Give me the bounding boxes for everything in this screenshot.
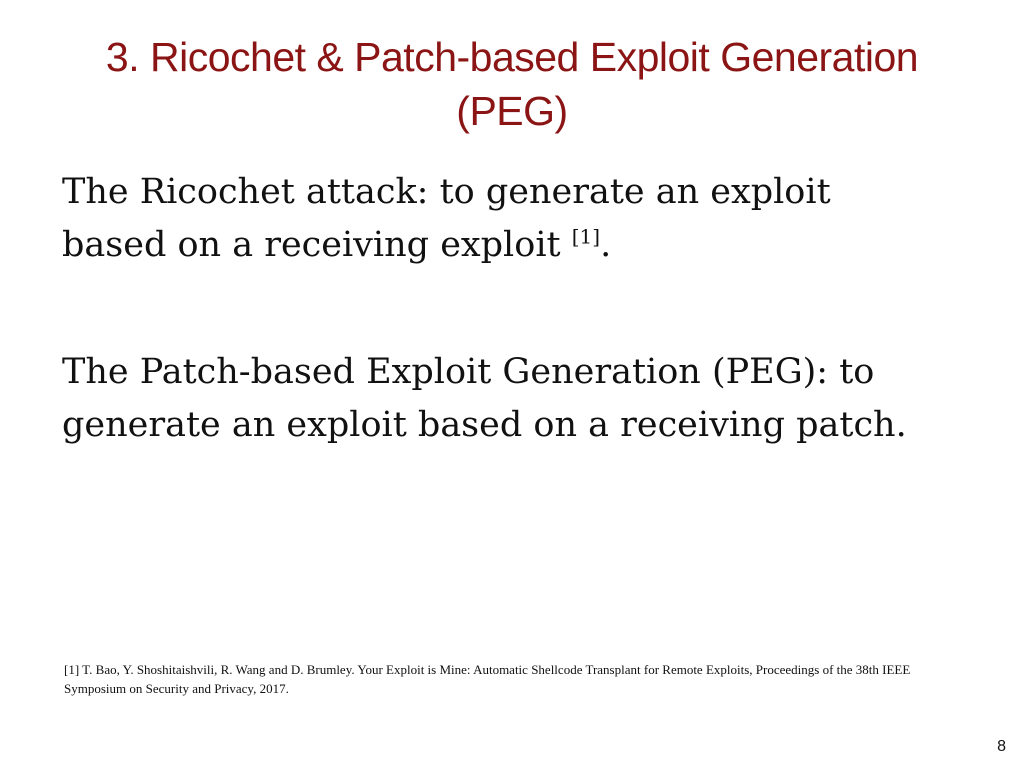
slide-title-line-2: (PEG)	[456, 88, 568, 134]
ricochet-line-2	[62, 219, 962, 272]
citation-marker: [1]	[571, 224, 601, 249]
peg-line-1: The Patch-based Exploit Generation (PEG): to	[62, 352, 875, 392]
ricochet-line-2-period: .	[600, 225, 612, 265]
footnote-line-2: Symposium on Security and Privacy, 2017.	[64, 681, 289, 696]
peg-line-2: generate an exploit based on a receiving patch.	[62, 405, 907, 445]
footnote-line-1: [1] T. Bao, Y. Shoshitaishvili, R. Wang and D. Brumley. Your Exploit is Mine: Automatic Shellcode Transplant for Remote Exploits, Proceedings of the 38th IEEE	[64, 662, 911, 677]
ricochet-line-1: The Ricochet attack: to generate an exploit	[62, 172, 831, 212]
peg-paragraph	[62, 346, 962, 452]
ricochet-paragraph	[62, 166, 962, 272]
ricochet-line-2-text: based on a receiving exploit	[62, 225, 572, 265]
footnote-reference	[64, 660, 984, 698]
slide-title-line-1: 3. Ricochet & Patch-based Exploit Generation	[105, 34, 919, 80]
page-number: 8	[997, 738, 1006, 755]
slide-title	[40, 30, 984, 138]
